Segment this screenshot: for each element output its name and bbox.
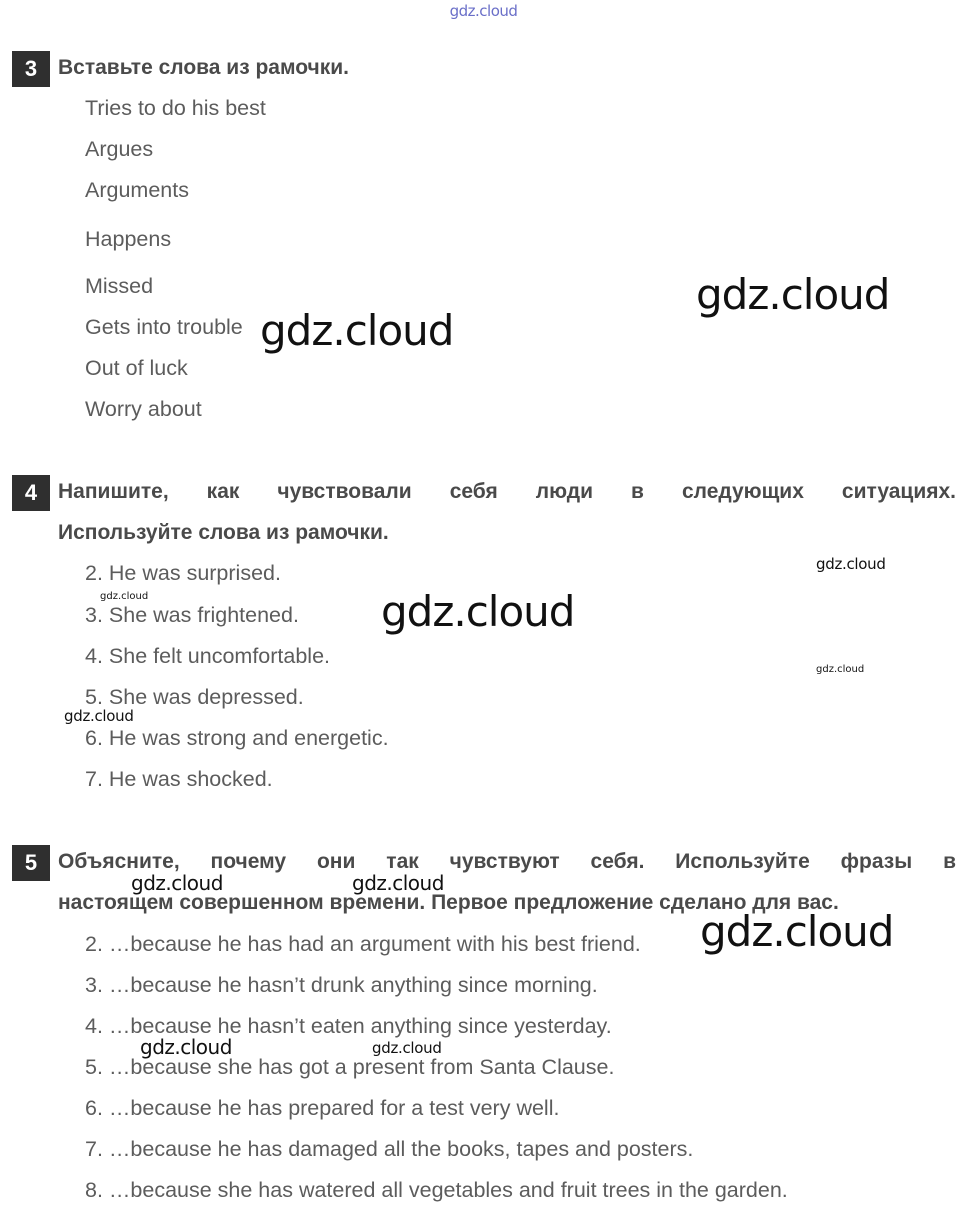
exercise-4-item: 6. He was strong and energetic. xyxy=(85,726,389,750)
exercise-3-item: Tries to do his best xyxy=(85,96,266,120)
watermark: gdz.cloud xyxy=(260,306,454,355)
exercise-4-item: 5. She was depressed. xyxy=(85,685,304,709)
watermark: gdz.cloud xyxy=(64,707,134,725)
exercise-4-heading-line2: Используйте слова из рамочки. xyxy=(58,521,389,544)
watermark: gdz.cloud xyxy=(816,555,886,573)
exercise-5-item: 7. …because he has damaged all the books, tapes and posters. xyxy=(85,1137,694,1161)
exercise-5-heading-line2: настоящем совершенном времени. Первое предложение сделано для вас. xyxy=(58,891,839,914)
exercise-4-item: 4. She felt uncomfortable. xyxy=(85,644,331,668)
watermark: gdz.cloud xyxy=(381,587,575,636)
watermark: gdz.cloud xyxy=(372,1039,442,1057)
exercise-4-heading-line1: Напишите, как чувствовали себя люди в следующих ситуациях. xyxy=(58,480,956,503)
watermark: gdz.cloud xyxy=(700,907,894,956)
exercise-3-item: Missed xyxy=(85,274,154,298)
exercise-3-item: Gets into trouble xyxy=(85,315,243,339)
exercise-3-heading: Вставьте слова из рамочки. xyxy=(58,56,349,79)
exercise-4-item: 7. He was shocked. xyxy=(85,767,273,791)
exercise-4-number-badge: 4 xyxy=(12,475,50,511)
exercise-5-item: 4. …because he hasn’t eaten anything since yesterday. xyxy=(85,1014,612,1038)
watermark: gdz.cloud xyxy=(131,871,223,895)
exercise-5-item: 3. …because he hasn’t drunk anything since morning. xyxy=(85,973,598,997)
exercise-5-heading-line1: Объясните, почему они так чувствуют себя. Используйте фразы в xyxy=(58,850,956,873)
watermark: gdz.cloud xyxy=(816,664,865,675)
exercise-3-item: Argues xyxy=(85,137,154,161)
exercise-5-item: 6. …because he has prepared for a test very well. xyxy=(85,1096,560,1120)
exercise-3-item: Out of luck xyxy=(85,356,188,380)
exercise-3-number-badge: 3 xyxy=(12,51,50,87)
exercise-5-number-badge: 5 xyxy=(12,845,50,881)
exercise-3-item: Happens xyxy=(85,227,172,251)
watermark: gdz.cloud xyxy=(140,1035,232,1059)
exercise-3-item: Arguments xyxy=(85,178,189,202)
watermark: gdz.cloud xyxy=(100,591,149,602)
exercise-4-item: 3. She was frightened. xyxy=(85,603,299,627)
exercise-5-item: 5. …because she has got a present from Santa Clause. xyxy=(85,1055,615,1079)
exercise-5-item: 2. …because he has had an argument with his best friend. xyxy=(85,932,641,956)
exercise-4-item: 2. He was surprised. xyxy=(85,561,281,585)
top-watermark: gdz.cloud xyxy=(449,2,518,20)
watermark: gdz.cloud xyxy=(352,871,444,895)
exercise-3-item: Worry about xyxy=(85,397,202,421)
watermark: gdz.cloud xyxy=(696,270,890,319)
exercise-5-item: 8. …because she has watered all vegetables and fruit trees in the garden. xyxy=(85,1178,788,1202)
